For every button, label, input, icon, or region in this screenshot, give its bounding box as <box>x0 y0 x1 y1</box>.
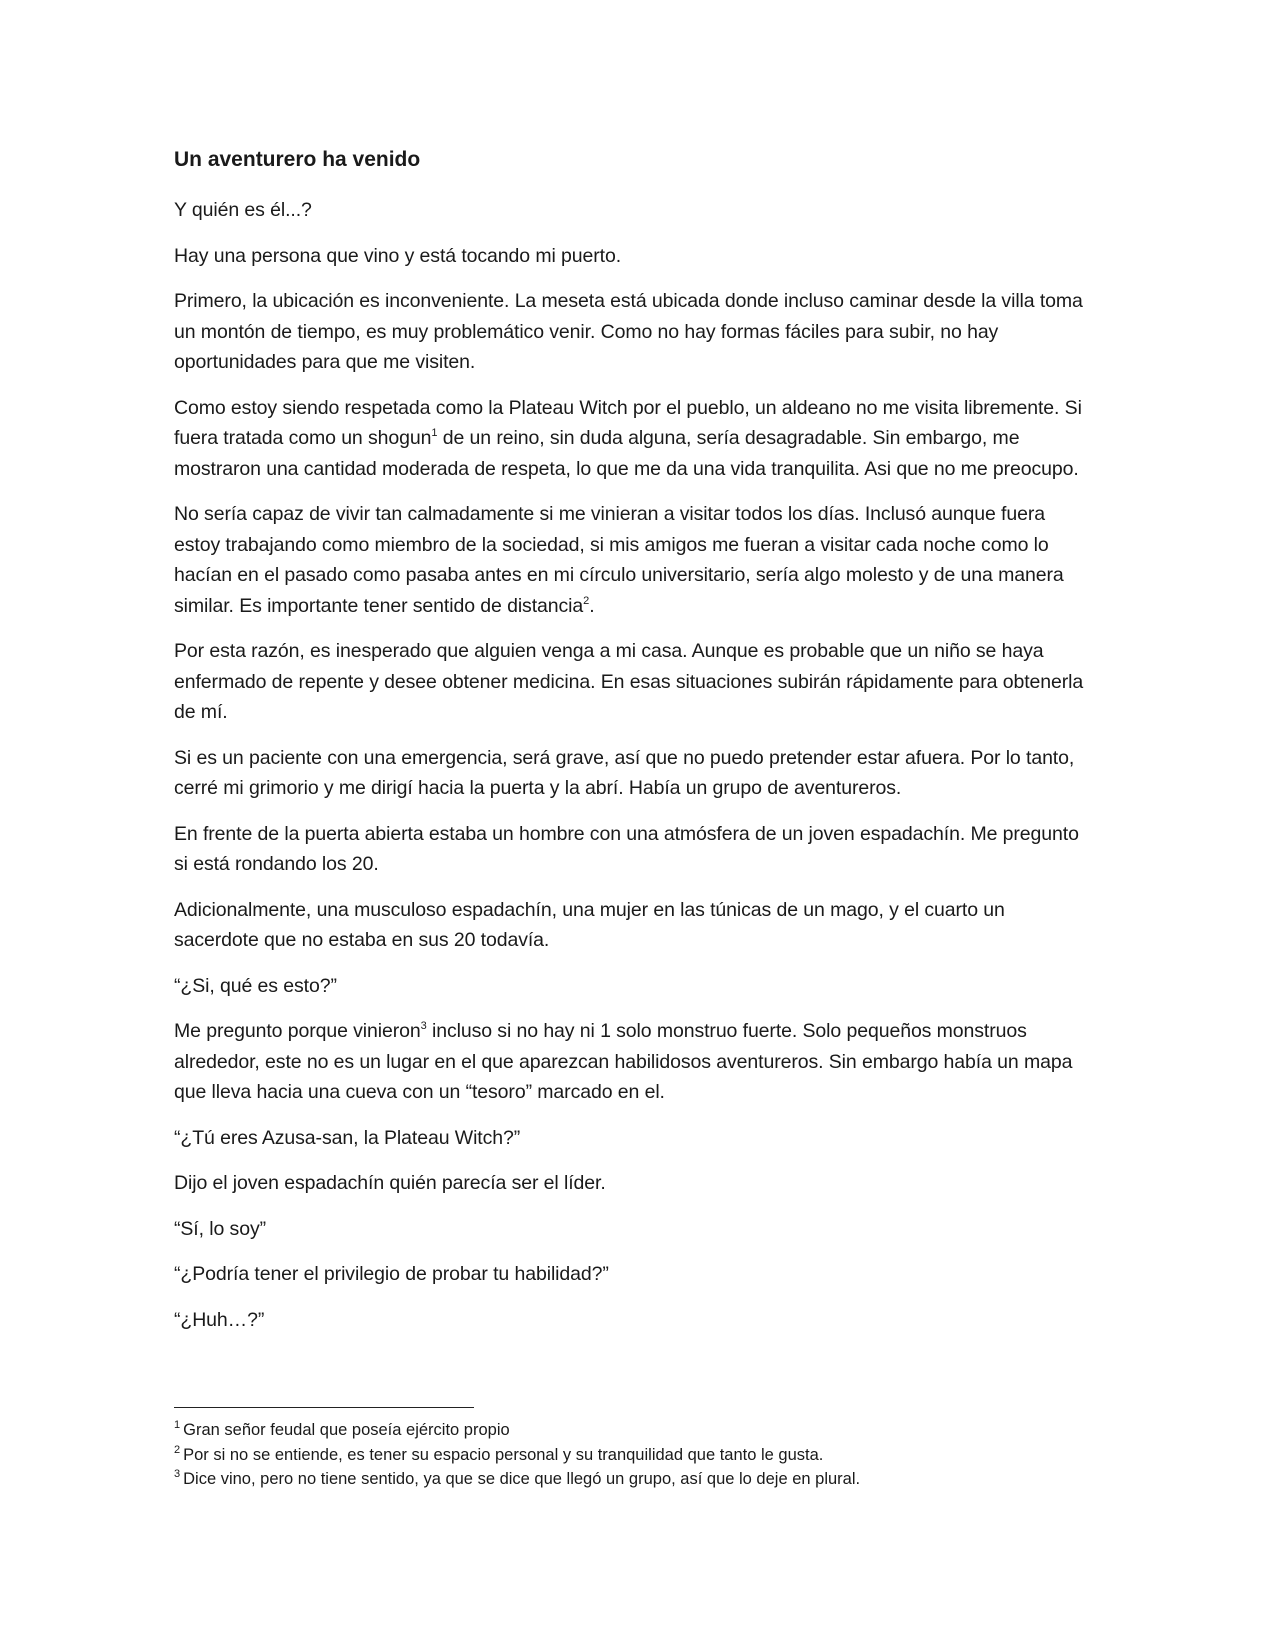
paragraph-text: Me pregunto porque vinieron <box>174 1020 421 1042</box>
footnote-text: Por si no se entiende, es tener su espacio personal y su tranquilidad que tanto le gusta. <box>183 1445 824 1464</box>
paragraph <box>174 1123 1094 1154</box>
paragraph <box>174 819 1094 880</box>
footnote <box>174 1443 1124 1468</box>
paragraph-text: Hay una persona que vino y está tocando mi puerto. <box>174 244 622 267</box>
footnote-reference: 3 <box>420 1020 427 1032</box>
paragraph-text: Dijo el joven espadachín quién parecía ser el líder. <box>174 1172 606 1194</box>
paragraph-text: incluso si no hay ni 1 solo monstruo fuerte. Solo pequeños monstruos alrededor, este no es un lugar en el que aparezcan habilidosos aventureros. Sin embargo había un mapa que lleva hacia una cueva con un “tesoro” marcado en el. <box>174 1020 1073 1103</box>
paragraph-text: Por esta razón, es inesperado que alguien venga a mi casa. Aunque es probable que un niño se haya enfermado de repente y desee obtener medicina. En esas situaciones subirán rápidamente para obtenerla de mí. <box>174 640 1084 723</box>
paragraph-text: En frente de la puerta abierta estaba un hombre con una atmósfera de un joven espadachín. Me pregunto si está rondando los 20. <box>174 822 1079 875</box>
footnote <box>174 1418 1124 1443</box>
paragraph-text: Y quién es él...? <box>174 199 312 221</box>
paragraph <box>174 286 1094 378</box>
paragraph-text: Si es un paciente con una emergencia, será grave, así que no puedo pretender estar afuera. Por lo tanto, cerré mi grimorio y me dirigí hacia la puerta y la abrí. Había un grupo de aventureros. <box>174 746 1075 799</box>
paragraph-text: “Sí, lo soy” <box>174 1217 266 1240</box>
paragraph <box>174 1214 1094 1245</box>
paragraph <box>174 636 1094 728</box>
paragraph-text: “¿Huh…?” <box>174 1308 265 1331</box>
chapter-title: Un aventurero ha venido <box>174 148 421 171</box>
footnote-reference: 2 <box>583 594 590 607</box>
paragraph-text: “¿Podría tener el privilegio de probar tu habilidad?” <box>174 1263 609 1285</box>
document-body <box>174 145 1094 1350</box>
paragraph-list <box>174 195 1094 1335</box>
paragraph <box>174 1168 1094 1199</box>
paragraph-text: Como estoy siendo respetada como la Plateau Witch por el pueblo, un aldeano no me visita libremente. Si fuera tratada como un shogun <box>174 396 1082 449</box>
paragraph <box>174 895 1094 956</box>
paragraph-text: “¿Tú eres Azusa-san, la Plateau Witch?” <box>174 1126 521 1149</box>
footnote-list <box>174 1418 1124 1492</box>
footnote-reference: 1 <box>431 427 438 439</box>
paragraph-text: Primero, la ubicación es inconveniente. La meseta está ubicada donde incluso caminar desde la villa toma un montón de tiempo, es muy problemático venir. Como no hay formas fáciles para subir, no hay oportunidades para que me visiten. <box>174 290 1083 373</box>
paragraph <box>174 1259 1094 1290</box>
paragraph <box>174 195 1094 226</box>
footnote-number: 1 <box>174 1419 181 1431</box>
footnote-separator <box>174 1407 474 1408</box>
footnote-text: Dice vino, pero no tiene sentido, ya que se dice que llegó un grupo, así que lo deje en plural. <box>183 1470 861 1488</box>
paragraph <box>174 499 1094 621</box>
paragraph <box>174 241 1094 272</box>
paragraph <box>174 743 1094 804</box>
paragraph-text: “¿Si, qué es esto?” <box>174 974 337 997</box>
paragraph-text: . <box>589 594 595 617</box>
paragraph <box>174 393 1094 485</box>
footnote <box>174 1467 1124 1492</box>
paragraph <box>174 1016 1094 1108</box>
paragraph <box>174 1305 1094 1336</box>
paragraph-text: de un reino, sin duda alguna, sería desagradable. Sin embargo, me mostraron una cantidad moderada de respeta, lo que me da una vida tranquilita. Asi que no me preocupo. <box>174 427 1079 480</box>
footnote-number: 2 <box>174 1443 181 1456</box>
paragraph-text: Adicionalmente, una musculoso espadachín, una mujer en las túnicas de un mago, y el cuarto un sacerdote que no estaba en sus 20 todavía. <box>174 898 1005 951</box>
paragraph <box>174 971 1094 1002</box>
footnote-number: 3 <box>174 1468 181 1480</box>
paragraph-text: No sería capaz de vivir tan calmadamente si me vinieran a visitar todos los días. Inclusó aunque fuera estoy trabajando como miembro de la sociedad, si mis amigos me fueran a visitar cada noche como lo hacían en el pasado como pasaba antes en mi círculo universitario, sería algo molesto y de una manera similar. Es importante tener sentido de distancia <box>174 503 1064 617</box>
footnote-text: Gran señor feudal que poseía ejército propio <box>183 1421 510 1439</box>
